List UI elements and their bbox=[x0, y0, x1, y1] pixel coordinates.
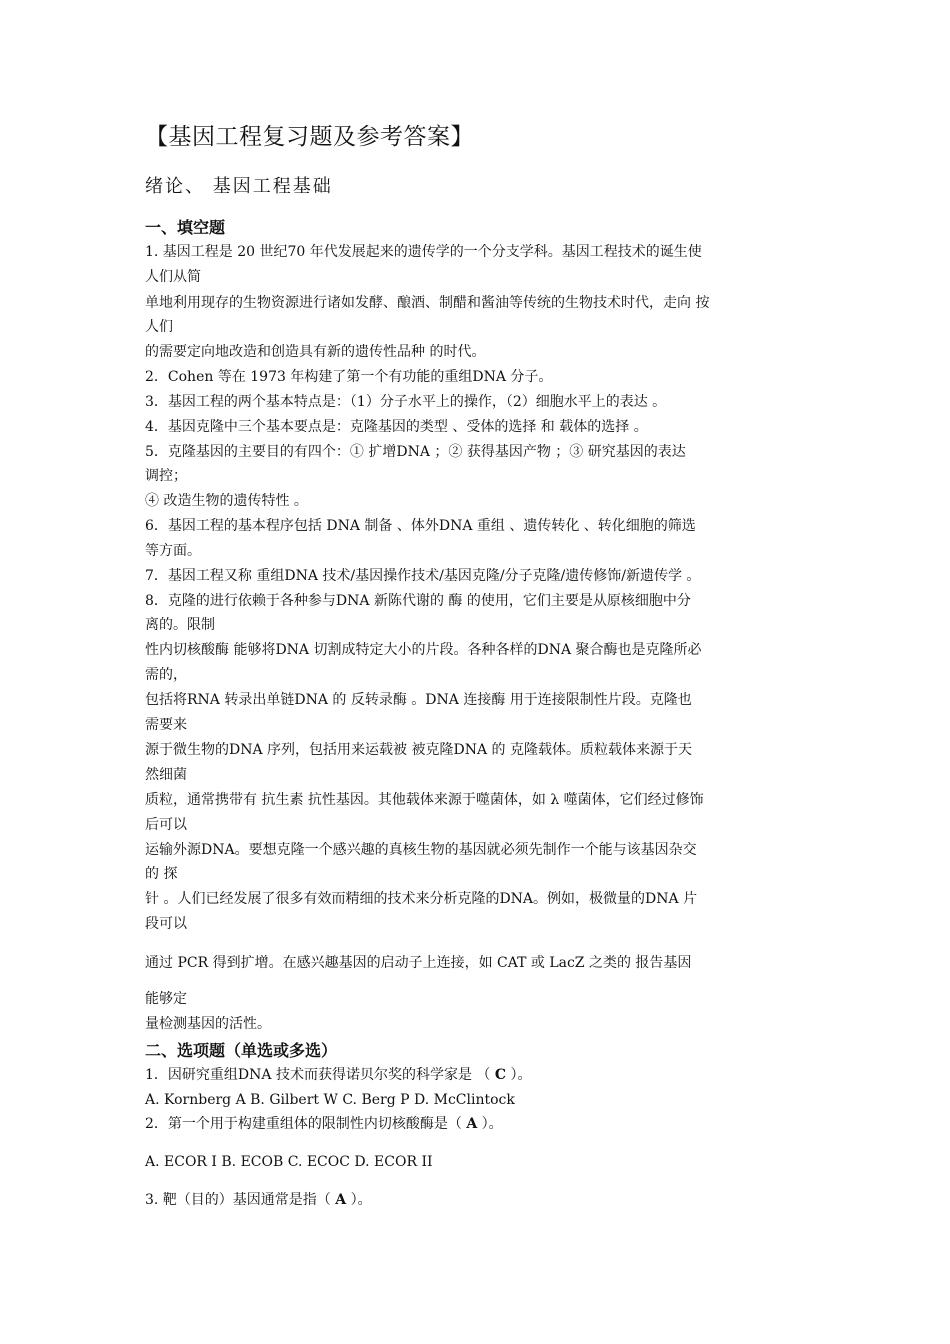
text-line: 单地利用现存的生物资源进行诸如发酵、酿酒、制醋和酱油等传统的生物技术时代，走向 按 bbox=[145, 295, 710, 311]
text-line: 2．Cohen 等在 1973 年构建了第一个有功能的重组DNA 分子。 bbox=[145, 369, 553, 385]
question-text: ）。 bbox=[506, 1067, 532, 1083]
question-text: 1．因研究重组DNA 技术而获得诺贝尔奖的科学家是 （ bbox=[145, 1067, 495, 1083]
text-line: 需要来 bbox=[145, 717, 187, 733]
answer-letter: A bbox=[335, 1192, 347, 1208]
question-2-options: A. ECOR I B. ECOB C. ECOC D. ECOR II bbox=[145, 1154, 433, 1170]
chapter-subtitle: 绪论、 基因工程基础 bbox=[145, 176, 333, 197]
text-line: 8．克隆的进行依赖于各种参与DNA 新陈代谢的 酶 的使用，它们主要是从原核细胞中分 bbox=[145, 593, 691, 609]
document-title: 【基因工程复习题及参考答案】 bbox=[145, 124, 474, 150]
text-line: 7．基因工程又称 重组DNA 技术/基因操作技术/基因克隆/分子克隆/遗传修饰/新遗传学 。 bbox=[145, 568, 701, 584]
question-2 bbox=[145, 1115, 503, 1133]
text-line: 6．基因工程的基本程序包括 DNA 制备 、体外DNA 重组 、遗传转化 、转化细胞的筛选 bbox=[145, 518, 696, 534]
question-1-options: A. Kornberg A B. Gilbert W C. Berg P D. McClintock bbox=[145, 1092, 515, 1108]
text-line: 人们从简 bbox=[145, 269, 201, 285]
text-line: 量检测基因的活性。 bbox=[145, 1016, 271, 1032]
text-line: 1. 基因工程是 20 世纪70 年代发展起来的遗传学的一个分支学科。基因工程技术的诞生使 bbox=[145, 244, 702, 260]
answer-letter: A bbox=[466, 1116, 478, 1132]
text-line: 等方面。 bbox=[145, 543, 201, 559]
text-line: 源于微生物的DNA 序列，包括用来运载被 被克隆DNA 的 克隆载体。质粒载体来源于天 bbox=[145, 742, 692, 758]
question-text: 2．第一个用于构建重组体的限制性内切核酸酶是（ bbox=[145, 1116, 467, 1132]
question-3 bbox=[145, 1191, 372, 1209]
text-line: 包括将RNA 转录出单链DNA 的 反转录酶 。DNA 连接酶 用于连接限制性片段。克隆也 bbox=[145, 692, 692, 708]
text-line: 然细菌 bbox=[145, 767, 187, 783]
text-line: 调控； bbox=[145, 468, 187, 484]
question-text: ）。 bbox=[477, 1116, 503, 1132]
text-line: 质粒，通常携带有 抗生素 抗性基因。其他载体来源于噬菌体，如 λ 噬菌体，它们经过修饰 bbox=[145, 792, 704, 808]
text-line: 离的。限制 bbox=[145, 617, 215, 633]
question-1 bbox=[145, 1066, 531, 1084]
section-heading-choice: 二、选项题（单选或多选） bbox=[145, 1041, 338, 1060]
text-line: 段可以 bbox=[145, 916, 187, 932]
text-line: 4．基因克隆中三个基本要点是：克隆基因的类型 、受体的选择 和 载体的选择 。 bbox=[145, 419, 648, 435]
text-line: 3．基因工程的两个基本特点是：（1）分子水平上的操作，（2）细胞水平上的表达 。 bbox=[145, 394, 667, 410]
question-text: 3. 靶（目的）基因通常是指（ bbox=[145, 1192, 336, 1208]
text-line: 的需要定向地改造和创造具有新的遗传性品种 的时代。 bbox=[145, 344, 486, 360]
answer-letter: C bbox=[494, 1067, 506, 1083]
text-line: 能够定 bbox=[145, 991, 187, 1007]
text-line: 人们 bbox=[145, 319, 173, 335]
text-line: 需的， bbox=[145, 667, 187, 683]
question-text: ）。 bbox=[346, 1192, 372, 1208]
section-heading-fill-in: 一、填空题 bbox=[145, 218, 226, 237]
text-line: ④ 改造生物的遗传特性 。 bbox=[145, 493, 308, 509]
text-line: 通过 PCR 得到扩增。在感兴趣基因的启动子上连接，如 CAT 或 LacZ 之类的 报告基因 bbox=[145, 955, 692, 971]
text-line: 性内切核酸酶 能够将DNA 切割成特定大小的片段。各种各样的DNA 聚合酶也是克隆所必 bbox=[145, 642, 702, 658]
text-line: 针 。人们已经发展了很多有效而精细的技术来分析克隆的DNA。例如，极微量的DNA 片 bbox=[145, 891, 698, 907]
text-line: 运输外源DNA。要想克隆一个感兴趣的真核生物的基因就必须先制作一个能与该基因杂交 bbox=[145, 842, 697, 858]
text-line: 5．克隆基因的主要目的有四个：① 扩增DNA ；② 获得基因产物 ；③ 研究基因的表达 bbox=[145, 444, 686, 460]
text-line: 的 探 bbox=[145, 866, 178, 882]
text-line: 后可以 bbox=[145, 817, 187, 833]
